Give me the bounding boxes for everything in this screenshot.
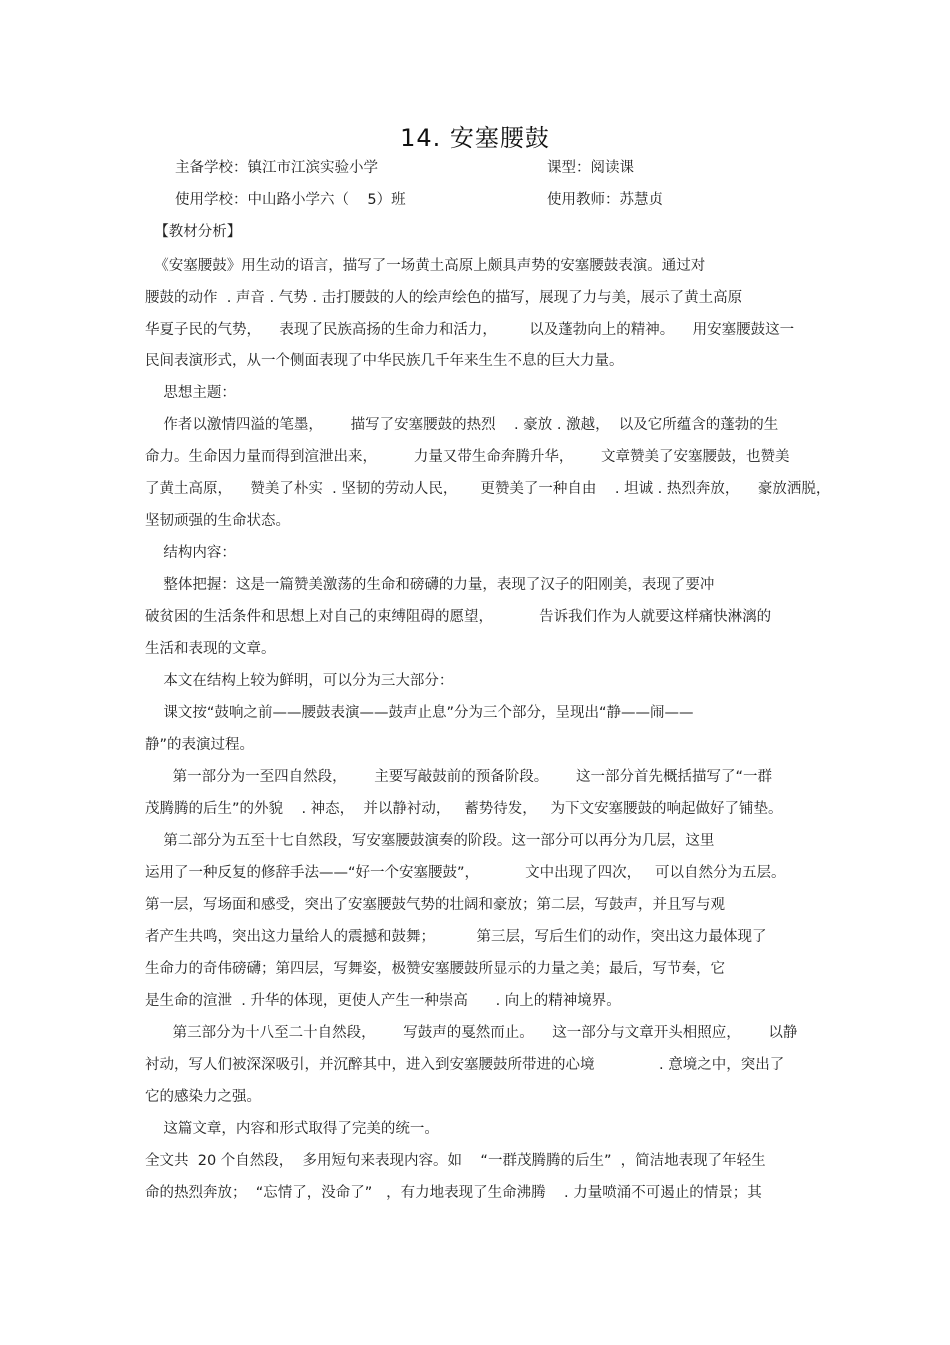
- paragraph-line: 全文共 20 个自然段， 多用短句来表现内容。如 “一群茂腾腾的后生” ，简洁地表现了年轻生: [145, 1153, 766, 1169]
- page-title: 14. 安塞腰鼓: [400, 124, 550, 152]
- section-heading: 思想主题：: [145, 385, 236, 401]
- paragraph-line: 生活和表现的文章。: [145, 641, 276, 657]
- use-school: 使用学校：中山路小学六（ 5）班: [175, 192, 406, 208]
- paragraph-line: 课文按“鼓响之前——腰鼓表演——鼓声止息”分为三个部分，呈现出“静——闹——: [145, 705, 694, 721]
- paragraph-line: 民间表演形式，从一个侧面表现了中华民族几千年来生生不息的巨大力量。: [145, 353, 624, 369]
- prep-school: 主备学校：镇江市江滨实验小学: [175, 160, 378, 176]
- paragraph-line: 《安塞腰鼓》用生动的语言，描写了一场黄土高原上颇具声势的安塞腰鼓表演。通过对: [145, 258, 706, 274]
- paragraph-line: 茂腾腾的后生”的外貌 . 神态， 并以静衬动， 蓄势待发， 为下文安塞腰鼓的响起做好了铺垫。: [145, 801, 783, 817]
- paragraph-line: 坚韧顽强的生命状态。: [145, 513, 290, 529]
- paragraph-line: 华夏子民的气势， 表现了民族高扬的生命力和活力， 以及蓬勃向上的精神。 用安塞腰鼓这一: [145, 322, 795, 338]
- paragraph-line: 命力。生命因力量而得到渲泄出来， 力量又带生命奔腾升华， 文章赞美了安塞腰鼓，也赞美: [145, 449, 790, 465]
- paragraph-line: 者产生共鸣，突出这力量给人的震撼和鼓舞； 第三层，写后生们的动作，突出这力最体现了: [145, 929, 767, 945]
- paragraph-line: 了黄土高原， 赞美了朴实 . 坚韧的劳动人民， 更赞美了一种自由 . 坦诚 . 热烈奔放， 豪放洒脱，: [145, 481, 831, 497]
- paragraph-line: 腰鼓的动作 . 声音 . 气势 . 击打腰鼓的人的绘声绘色的描写，展现了力与美，展示了黄土高原: [145, 290, 743, 306]
- paragraph-line: 作者以激情四溢的笔墨， 描写了安塞腰鼓的热烈 . 豪放 . 激越， 以及它所蕴含的蓬勃的生: [145, 417, 779, 433]
- paragraph-line: 第三部分为十八至二十自然段， 写鼓声的戛然而止。 这一部分与文章开头相照应， 以静: [145, 1025, 798, 1041]
- paragraph-line: 衬动，写人们被深深吸引，并沉醉其中，进入到安塞腰鼓所带进的心境 . 意境之中，突出了: [145, 1057, 785, 1073]
- paragraph-line: 它的感染力之强。: [145, 1089, 261, 1105]
- paragraph-line: 第一层，写场面和感受，突出了安塞腰鼓气势的壮阔和豪放；第二层，写鼓声，并且写与观: [145, 897, 725, 913]
- paragraph-line: 生命力的奇伟磅礴；第四层，写舞姿，极赞安塞腰鼓所显示的力量之美；最后，写节奏，它: [145, 961, 725, 977]
- section-heading: 【教材分析】: [145, 224, 242, 240]
- paragraph-line: 运用了一种反复的修辞手法——“好一个安塞腰鼓”， 文中出现了四次， 可以自然分为五层。: [145, 865, 786, 881]
- section-heading: 结构内容：: [145, 545, 236, 561]
- paragraph-line: 破贫困的生活条件和思想上对自己的束缚阻碍的愿望， 告诉我们作为人就要这样痛快淋漓的: [145, 609, 772, 625]
- paragraph-line: 是生命的渲泄 . 升华的体现，更使人产生一种崇高 . 向上的精神境界。: [145, 993, 621, 1009]
- paragraph-line: 静”的表演过程。: [145, 737, 255, 753]
- paragraph-line: 这篇文章，内容和形式取得了完美的统一。: [145, 1121, 439, 1137]
- paragraph-line: 第一部分为一至四自然段， 主要写敲鼓前的预备阶段。 这一部分首先概括描写了“一群: [145, 769, 772, 785]
- paragraph-line: 命的热烈奔放； “忘情了，没命了” ，有力地表现了生命沸腾 . 力量喷涌不可遏止的情景；其: [145, 1185, 762, 1201]
- teacher: 使用教师：苏慧贞: [547, 192, 663, 208]
- paragraph-line: 第二部分为五至十七自然段，写安塞腰鼓演奏的阶段。这一部分可以再分为几层，这里: [145, 833, 715, 849]
- paragraph-line: 整体把握：这是一篇赞美激荡的生命和磅礴的力量，表现了汉子的阳刚美，表现了要冲: [145, 577, 715, 593]
- course-type: 课型：阅读课: [547, 160, 634, 176]
- paragraph-line: 本文在结构上较为鲜明，可以分为三大部分：: [145, 673, 454, 689]
